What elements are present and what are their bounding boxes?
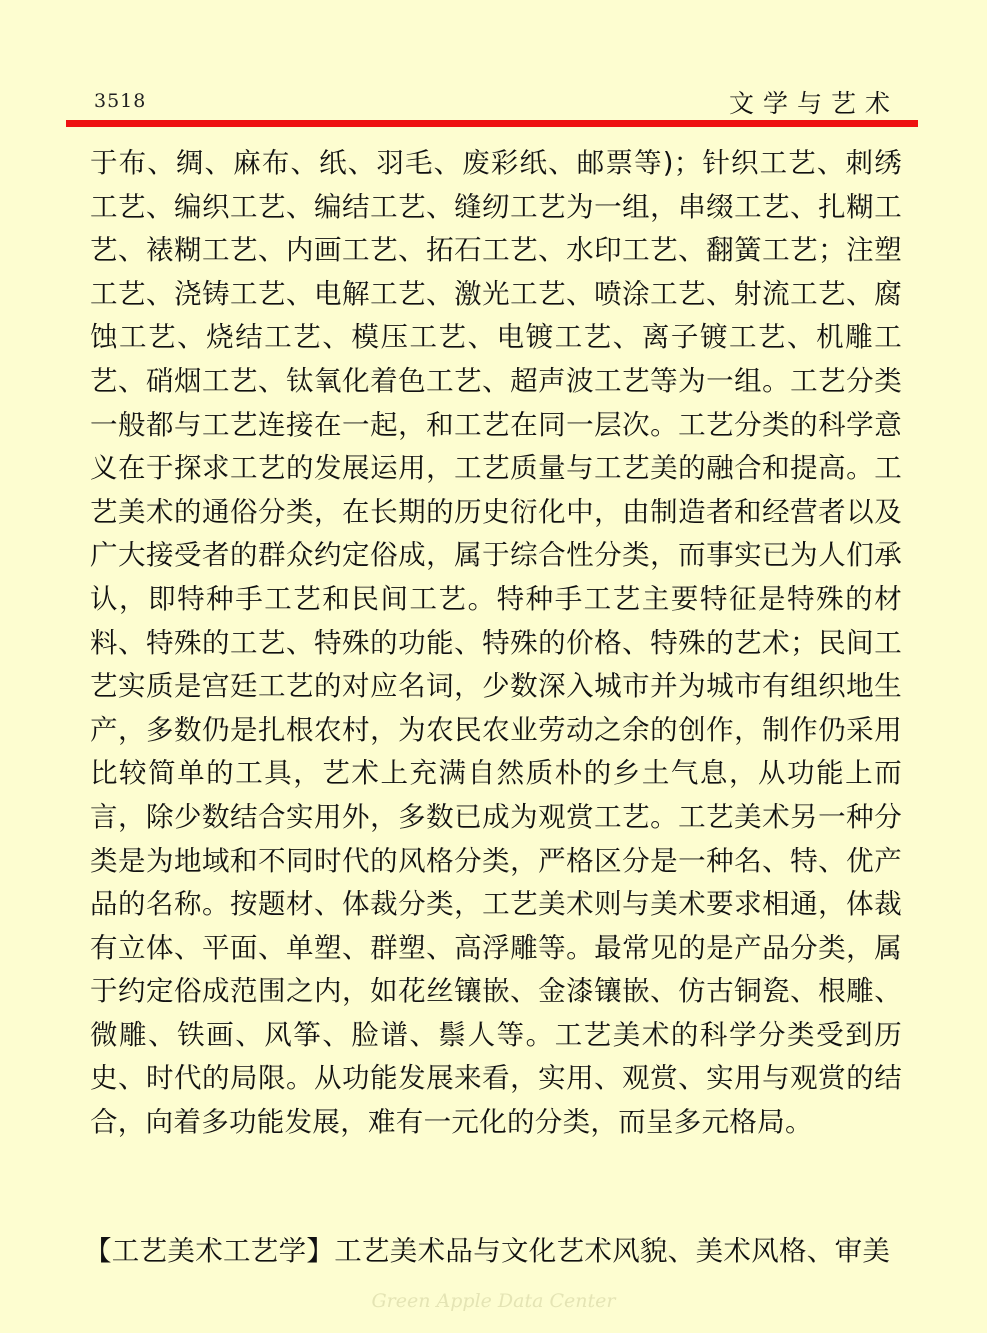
running-title: 文学与艺术 [728,89,899,118]
page-number: 3518 [94,90,147,112]
watermark: Green Apple Data Center [371,1290,616,1312]
header-rule [66,120,918,127]
next-entry-heading: 【工艺美术工艺学】工艺美术品与文化艺术风貌、美术风格、审美 [84,1235,891,1267]
body-paragraph: 于布、绸、麻布、纸、羽毛、废彩纸、邮票等)；针织工艺、刺绣工艺、编织工艺、编结工艺、缝纫工艺为一组，串缀工艺、扎糊工艺、裱糊工艺、内画工艺、拓石工艺、水印工艺、翻簧工艺；注塑工艺、浇铸工艺、电解工艺、激光工艺、喷涂工艺、射流工艺、腐蚀工艺、烧结工艺、模压工艺、电镀工艺、离子镀工艺、机雕工艺、硝烟工艺、钛氧化着色工艺、超声波工艺等为一组。工艺分类一般都与工艺连接在一起，和工艺在同一层次。工艺分类的科学意义在于探求工艺的发展运用，工艺质量与工艺美的融合和提高。工艺美术的通俗分类，在长期的历史衍化中，由制造者和经营者以及广大接受者的群众约定俗成，属于综合性分类，而事实已为人们承认，即特种手工艺和民间工艺。特种手工艺主要特征是特殊的材料、特殊的工艺、特殊的功能、特殊的价格、特殊的艺术；民间工艺实质是宫廷工艺的对应名词，少数深入城市并为城市有组织地生产，多数仍是扎根农村，为农民农业劳动之余的创作，制作仍采用比较简单的工具，艺术上充满自然质朴的乡土气息，从功能上而言，除少数结合实用外，多数已成为观赏工艺。工艺美术另一种分类是为地域和不同时代的风格分类，严格区分是一种名、特、优产品的名称。按题材、体裁分类，工艺美术则与美术要求相通，体裁有立体、平面、单塑、群塑、高浮雕等。最常见的是产品分类，属于约定俗成范围之内，如花丝镶嵌、金漆镶嵌、仿古铜瓷、根雕、微雕、铁画、风筝、脸谱、鬃人等。工艺美术的科学分类受到历史、时代的局限。从功能发展来看，实用、观赏、实用与观赏的结合，向着多功能发展，难有一元化的分类，而呈多元格局。 [90,147,902,1139]
